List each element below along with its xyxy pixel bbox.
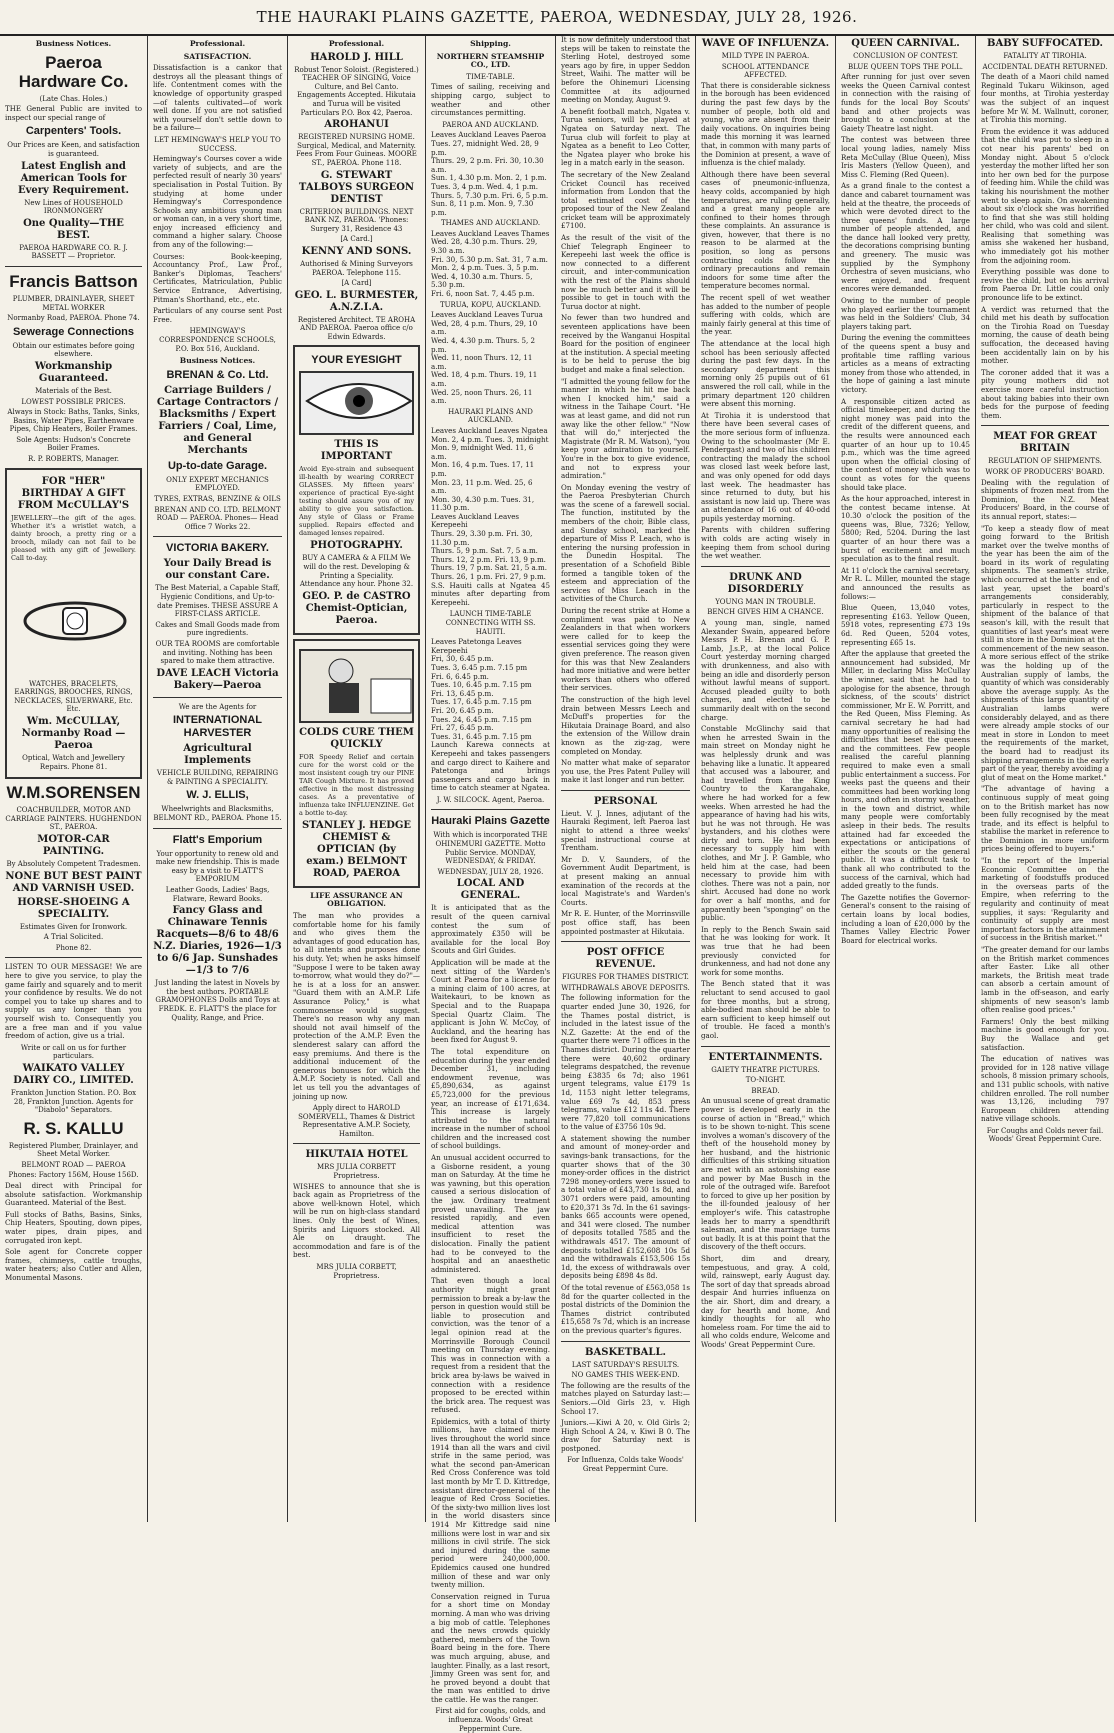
article-paragraph: The following are the results of the matches played on Saturday last:— Seniors.—Old Girls 23, v. High School 17. xyxy=(561,1380,690,1416)
ad-title: HAROLD J. HILL xyxy=(310,51,403,63)
timetable-row: Tues. 10, 6.45 p.m. 7.15 pm xyxy=(431,680,532,690)
article-paragraph: After running for just over seven weeks the Queen Carnival contest in connection with the raising of funds for the local Boy Scouts' band and other projects was brought to a conclusion at the Gaiety Theatre last night. xyxy=(841,72,970,133)
article-subheading: SCHOOL ATTENDANCE AFFECTED. xyxy=(721,62,810,80)
ad-footer: HEMINGWAY'S CORRESPONDENCE SCHOOLS, P.O. Box 516, Auckland. xyxy=(159,327,276,353)
article-paragraph: No matter what make of separator you use, the Pres Patent Pulley will make it last longer and run better. xyxy=(561,758,690,785)
article-heading: MEAT FOR GREAT BRITAIN xyxy=(993,431,1097,455)
ad-subtitle: Agricultural Implements xyxy=(183,743,252,767)
timetable-row: Fri. 20, 6.45 p.m. xyxy=(431,705,494,715)
ad-subtitle: PLUMBER, DRAINLAYER, SHEET METAL WORKER xyxy=(12,294,135,312)
jewellery-ad xyxy=(5,468,142,780)
article-paragraph: Parents with children suffering with colds are acting wisely in keeping them from school during the wet weather. xyxy=(701,525,830,561)
article-footer: For Coughs and Colds never fail. Woods' Great Peppermint Cure. xyxy=(986,1126,1104,1144)
article-paragraph: "To keep a steady flow of meat going forward to the British market over the twelve months of the year has been the aim of the board in its work of regulating shipments. The seamen's strike, which occurred at the latter end of last year, upset the board's arrangements considerably, particularly in respect to the shipment of the balance of that season's kill, with the result that quantities of last year's meat were still in store in the Dominion at the commencement of the new season. A more serious effect of the strike was the holding up of the Australian supply of lambs, the quantity of which was considerably above the average supply. As the shipments of this large quantity of Australian lambs were considerably delayed, and as there were already ample stocks of our meat in store in London to meet the requirements of the market, the board had to readjust its shipping arrangements in the early part of the year, thereby avoiding a glut of meat on the Home market." xyxy=(981,523,1109,782)
article-paragraph: During the evening the committees of the queens spent a busy and profitable time raffling various articles as a means of extracting money from those who attended, in the hope of gaining a last minute victory. xyxy=(841,333,970,394)
article-paragraph: Juniors.—Kiwi A 20, v. Old Girls 2; High School A 24, v. Kiwi B 0. The draw for Saturday next is postponed. xyxy=(561,1418,690,1453)
ad-text: A Trial Solicited. xyxy=(43,933,104,942)
timetable-row: Wed. 4, 4.30 p.m. Thurs. 5, 2 p.m. xyxy=(431,336,536,354)
ad-footer: PAEROA HARDWARE CO. R. J. BASSETT — Proprietor. xyxy=(19,243,128,261)
article-paragraph: The contest was between three local young ladies, namely Miss Reta McCullay (Blue Queen), Miss Iris Masters (Yellow Queen), and Miss C. Fleming (Red Queen). xyxy=(841,135,970,179)
ad-headline: Carriage Builders / Cartage Contractors / Blacksmiths / Expert Farriers / Coal, Lime, and General Merchants xyxy=(156,384,279,456)
article-paragraph: An unusual accident occurred to a Gisborne resident, a young man on Saturday. At the time he was yawning, but this operation caused a serious dislocation of the jaw. Ordinary treatment proved unavailing. The jaw resisted rapidly, and even medical attention was insufficient to reset the dislocation. Finally the patient had to be conveyed to the hospital and an anaesthetic administered. xyxy=(431,1153,550,1274)
ad-text: Dissatisfaction is a cankor that destroys all the pleasant things of life. Contentment comes with the knowledge of opportunity grasped—of talents cultivated—of work well done. If you are not satisfied with yourself don't settle down to be a failure— xyxy=(153,63,282,133)
timetable-row: Leaves Auckland Leaves Paeroa xyxy=(431,130,547,140)
column-8 xyxy=(976,36,1114,1522)
ad-text: Deal direct with Principal for absolute satisfaction. Workmanship Guaranteed. Material of the Best. xyxy=(5,1181,142,1208)
timetable-row: Mon. 30, 4.30 p.m. Tues. 31, 11.30 p.m. xyxy=(431,494,535,513)
article-paragraph: A young man, single, named Alexander Swain, appeared before Messrs P. H. Brenan and G. P. Lamb, J.s.P., at the local Police Court yesterday morning charged with drunkenness, and also with being an idle and disorderly person without lawful means of support. Accused pleaded guilty to both charges, and elected to be summarily dealt with on the second charge. xyxy=(701,618,830,722)
article-paragraph: At 11 o'clock the carnival secretary, Mr R. L. Miller, mounted the stage and announced the results as follows:— xyxy=(841,565,970,601)
timetable-row: Thurs. 19, 7 p.m. Sat. 21, 5 a.m. xyxy=(431,563,547,573)
ad-text: By Absolutely Competent Tradesmen. xyxy=(6,860,141,868)
ad-text: Hemingway's Courses cover a wide variety of subjects, and are the perfected result of nearly 30 years' specialisation in Postal Tuition. By studying at home under Hemingway's Correspondence Schools any ambitious young man or woman can, in a very short time, enjoy increased efficiency and command a higher salary. Choose from any of the following:— xyxy=(153,154,282,250)
ad-title: LIFE ASSURANCE AN OBLIGATION. xyxy=(310,890,403,909)
divider xyxy=(561,1341,690,1342)
ad-text: JEWELLERY—the gift of the ages. Whether it's a wristlet watch, a dainty brooch, a pretty ring or a brooch, milady can not fail to be pleased with any gift of Jewellery. Call to-day. xyxy=(11,513,136,562)
ad-text: We are the Agents for xyxy=(178,702,257,711)
newspaper-nameplate: Hauraki Plains Gazette xyxy=(431,815,550,828)
ad-footer: Optical, Watch and Jewellery Repairs. Phone 81. xyxy=(22,754,125,771)
article-subheading: BENCH GIVES HIM A CHANCE. xyxy=(707,608,824,617)
article-paragraph: After the applause that greeted the announcement had subsided, Mr Miller, in declaring Miss McCullay the winner, said that he had to apologise for the absence, through sickness, of the scouts' district commissioner, Mr E. W. Porritt, and the Red Queen, Miss Fleming. As carnival secretary he had had many opportunities of realising the difficulties that beset the queens and the committees. Few people realised the careful planning required to make even a small public entertainment a success. For weeks past the queens and their committees had been working long hours, and often in stormy weather, in the town and district, while many people were comfortably asleep in their beds. The results attained had far exceeded the expectations or anticipations of either the scouts or the general public. It was a difficult task to thank all who contributed to the success of the carnival, which had added greatly to the funds. xyxy=(841,649,970,891)
article-paragraph: That even though a local authority might grant permission to break a by-law the person in question would still be liable to prosecution and conviction, was the tenor of a legal opinion read at the Morrinsville Borough Council meeting on Thursday evening. This was in connection with a request from a resident that the brick area by-laws be waived in connection with a residence proposed to be erected within the brick area. The request was refused. xyxy=(431,1276,550,1415)
article-subheading: WITHDRAWALS ABOVE DEPOSITS. xyxy=(561,983,690,992)
article-paragraph: Blue Queen, 13,040 votes, representing £163. Yellow Queen, 5918 votes, representing £73 19s 6d. Red Queen, 5204 votes, representing £65 1s. xyxy=(841,603,970,647)
timetable-row: Mon. 16, 4 p.m. Tues. 17, 11 p.m. xyxy=(431,460,535,478)
article-paragraph: Dealing with the regulation of shipments of frozen meat from the Dominion, the N.Z. Meat Producers' Board, in the course of its annual report, states:— xyxy=(981,477,1109,521)
ad-text: BUY A CAMERA & A FILM We will do the rest. Developing & Printing a Speciality. Attendance any hour. Phone 32. xyxy=(299,554,414,589)
ad-headline: One Quality—THE BEST. xyxy=(23,217,124,241)
section-heading: Shipping. xyxy=(470,39,511,48)
timetable-row: Leaves Auckland Leaves Thames xyxy=(431,228,550,238)
ad-text: The Best Material, a Capable Staff, Hygienic Conditions, and Up-to-date Premises. THESE ASSURE A FIRST-CLASS ARTICLE. xyxy=(155,584,280,619)
article-paragraph: Application will be made at the next sitting of the Warden's Court at Paeroa for a license for a mining claim of 100 acres, at Waitekauri, to be known as Special and to the Ruapapa Special Quartz Claim. The applicant is John W. McCoy, of Auckland, and the hearing has been fixed for August 9. xyxy=(431,958,550,1045)
ad-title: R. S. KALLU xyxy=(23,1118,124,1138)
article-paragraph: Constable McGlinchy said that when he arrested Swain in the main street on Monday night he was helplessly drunk and was behaving like a lunatic. It appeared that accused was a labourer, and had travelled from the King Country to the Karangahake, where he had worked for a few weeks. When arrested he had the appearance of having had his wits, but he was not through. He was bystanders, and his clothes were dirty and torn. He had been necessary to supply him with clothes, and Mr J. P. Gamble, who held him at the case, had been necessary to provide him with clothes. There was not a pain, nor shirt. Accused had done no work for over a half months, and for apparently been "sponging" on the public. xyxy=(701,724,830,923)
divider xyxy=(293,1143,420,1144)
ad-headline: THIS IS IMPORTANT xyxy=(320,439,393,463)
ad-text: Full stocks of Baths, Basins, Sinks, Chip Heaters, Spouting, down pipes, water pipes, drain pipes, and corrugated iron kept. xyxy=(5,1209,142,1245)
article-paragraph: On Monday evening the vestry of the Paeroa Presbyterian Church was the scene of a farewell social. The function, instituted by the members of the choir, Bible class, and Sunday school, marked the departure of Miss P. Leach, who is entering the nursing profession in the Dunedin Hospital. The presentation of a Schofield Bible formed a tangible token of the esteem and appreciation of the services of Miss Leach in the activities of the Church. xyxy=(561,482,690,604)
article-paragraph: "The greater demand for our lambs on the British market commences after Easter. Like all other markets, the British meat trade can absorb a certain amount of lamb in the off-season, and early shipments of new season's lamb often realise good prices." xyxy=(981,945,1109,1015)
article-paragraph: In reply to the Bench Swain said that he was looking for work. It was true that he had been previously convicted for drunkenness, and had not done any work for some months. xyxy=(701,924,830,977)
article-paragraph: "In the report of the Imperial Economic Committee on the marketing of foodstuffs produced in the overseas parts of the Empire, when referring to the regularity and continuity of meat supplies, it says: 'Regularity and continuity of supply are most important factors in the attainment of success in the British market.'" xyxy=(981,856,1109,943)
article-paragraph: Farmers! Only the best milking machine is good enough for you. Buy the Wallace and get satisfaction. xyxy=(981,1016,1109,1052)
ad-text: TYRES, EXTRAS, BENZINE & OILS xyxy=(154,494,281,503)
ad-text: VEHICLE BUILDING, REPAIRING & PAINTING A SPECIALITY. xyxy=(156,769,279,786)
timetable-row: Thurs. 5, 9 p.m. Sat. 7, 5 a.m. xyxy=(431,546,538,556)
article-subheading: FIGURES FOR THAMES DISTRICT. xyxy=(562,973,689,982)
article-paragraph: "I admitted the young fellow for the manner in which he hit me back when I knocked him," said a witness in the Taihape Court. "He was at least game, and did not run away like the other fellow." "Now that will do," interjected the Magistrate (Mr R. M. Watson), "you keep your admiration to yourself. You're in the box to give evidence, and not to express your admiration." xyxy=(561,376,690,481)
ad-title: VICTORIA BAKERY. xyxy=(166,542,269,555)
article-heading: QUEEN CARNIVAL. xyxy=(851,38,960,49)
timetable-row: Mon. 2, 4 p.m. Tues. 3, 5 p.m. xyxy=(431,263,539,273)
timetable-row: Tues. 3, 6.45 p.m. 7.15 pm xyxy=(431,662,528,672)
timetable-heading: PAEROA AND AUCKLAND. xyxy=(442,120,539,129)
timetable-row: Fri. 6, noon Sat. 7, 4.45 p.m. xyxy=(431,289,535,299)
nameplate-text: With which is incorporated THE OHINEMURI GAZETTE. Motto Public Service. MONDAY, WEDNESDAY, & FRIDAY. xyxy=(433,831,548,866)
ad-footer: STANLEY J. HEDGE CHEMIST & OPTICIAN (by exam.) BELMONT ROAD, PAEROA xyxy=(301,819,412,879)
ad-text: Wheelwrights and Blacksmiths, BELMONT RD., PAEROA. Phone 15. xyxy=(153,805,282,823)
article-heading: PERSONAL xyxy=(593,795,658,807)
ad-headline: Wm. McCULLAY, Normanby Road — Paeroa xyxy=(21,716,126,752)
ad-text: Authorised & Mining Surveyors PAEROA. Telephone 115. xyxy=(300,259,413,277)
ad-text: Materials of the Best. xyxy=(35,386,112,395)
timetable-row: Wed. 18, 4 p.m. Thurs. 19, 11 a.m. xyxy=(431,370,538,388)
article-paragraph: An unusual scene of great dramatic power is developed early in the course of action in "Bread," which is to be shown to-night. This scene involves a woman's discovery of the theft of the household money by her husband, and the histrionic difficulties of this striking situation are met with an astonishing ease and power by Mae Busch in the role of the outraged wife. Barefoot to forced to give up her position by the ill-founded jealousy of her employer's wife. This catastrophe leads her to marry a spendthrift salesman, and the marriage turns out badly. It is at this point that the discovery of the theft occurs. xyxy=(701,1096,831,1252)
timetable-row: Fri. 6, 6.45 p.m. xyxy=(431,671,489,681)
timetable-row: Fri. 27, 6.45 p.m. xyxy=(431,723,494,733)
article-heading: BASKETBALL. xyxy=(585,1346,666,1358)
ad-text: The man who provides a comfortable home for his family and who gives them the advantages of good education has, to all intents and purposes done his duty. Yet; when he asks himself "Suppose I were to be taken away to-morrow, what would they do?"—he is at a loss for an answer. "Guard them with an A.M.P. Life Assurance Policy," is what commonsense would suggest. There's no reason why any man should not avail himself of the protection of the A.M.P. Even the slenderest salary can afford the easy premiums. And there is the additional inducement of the generous bonuses for which the A.M.P. Society is noted. Call and let us tell you the advantages of joining up now. xyxy=(293,911,420,1101)
column-7 xyxy=(836,36,976,1522)
article-paragraph: The recent spell of wet weather has added to the number of people suffering with colds, which are mainly fairly general at this time of the year. xyxy=(701,293,830,337)
article-subheading: GAIETY THEATRE PICTURES. xyxy=(711,1065,820,1074)
timetable-row: Fri. 30, 5.30 p.m. Sat. 31, 7 a.m. xyxy=(431,254,548,264)
ad-text: THE General Public are invited to inspect our special range of xyxy=(5,104,142,122)
ad-headline: Fancy Glass and Chinaware Tennis Racquets—8/6 to 48/6 N.Z. Diaries, 1926—1/3 to 6/6 Jap. Sunshades—1/3 to 7/6 xyxy=(153,905,282,977)
ad-headline: Latest English and American Tools for Every Requirement. xyxy=(17,160,130,196)
article-heading: DRUNK AND DISORDERLY xyxy=(727,571,804,595)
article-paragraph: Everything possible was done to revive the child, but on his arrival from Paeroa Dr. Little could only pronounce life to be extinct. xyxy=(981,267,1109,303)
timetable-footer: J. W. SILCOCK. Agent, Paeroa. xyxy=(436,795,545,804)
article-paragraph: It is anticipated that as the result of the queen carnival contest the sum of approximately £350 will be available for the local Boy Scouts and Girl Guides. xyxy=(431,903,550,956)
timetable-row: Tues. 27, midnight Wed. 28, 9 p.m. xyxy=(431,138,539,157)
timetable-text: Times of sailing, receiving and shipping cargo, subject to weather and other circumstances permitting. xyxy=(431,82,550,118)
ad-headline: HORSE-SHOEING A SPECIALITY. xyxy=(17,896,130,920)
article-paragraph: Although there have been several cases of pneumonic-influenza, heavy colds, accompanied by high temperatures, are ruling generally, and a great many people are confined to their homes through these complaints. An assurance is given, however, that there is no reason to be alarmed at the position, so long as persons contracting colds follow the ordinary precautions and remain indoors for some time after the temperature becomes normal. xyxy=(701,169,830,291)
ad-text: FOR Speedy Relief and certain cure for the worst cold or the most insistent cough try our PINE TAR Cough Mixture. It has proved effective in the most distressing cases. As a preventative of influenza take INFLUENZINE. Get a bottle to-day. xyxy=(299,752,414,817)
article-paragraph: Lieut. V. J. Innes, adjutant of the Hauraki Regiment, left Paeroa last night to attend a three weeks' special instructional course at Trentham. xyxy=(561,808,690,853)
timetable-row: Thurs. 26, 1 p.m. Fri. 27, 9 p.m. xyxy=(431,572,546,582)
ad-footer: Apply direct to HAROLD SOMERVELL, Thames & District Representative A.M.P. Society, Hamilton. xyxy=(298,1104,415,1138)
article-paragraph: Mr R. E. Hunter, of the Morrinsville post office staff, has been appointed postmaster at Hikutaia. xyxy=(561,909,690,936)
ad-footer: R. P. ROBERTS, Manager. xyxy=(28,455,119,464)
ad-headline: COLDS CURE THEM QUICKLY xyxy=(299,726,414,750)
ad-title: AROHANUI xyxy=(324,119,389,131)
article-paragraph: The secretary of the New Zealand Cricket Council has received information from London that the total estimated cost of the proposed tour of the New Zealand cricket team will be approximately £7100. xyxy=(561,169,690,231)
ad-text: Write or call on us for further particulars. xyxy=(20,1043,127,1061)
timetable-row: Fri. 13, 6.45 p.m. xyxy=(431,688,494,698)
ad-text: Phone 82. xyxy=(55,943,92,952)
article-subheading: REGULATION OF SHIPMENTS. xyxy=(988,457,1102,466)
timetable-row: Tues. 24, 6.45 p.m. 7.15 pm xyxy=(431,714,532,724)
article-subheading: LAST SATURDAY'S RESULTS. xyxy=(571,1360,680,1369)
timetable-row: Sun. 8, 11 p.m. Mon. 9, 7.30 p.m. xyxy=(431,199,534,217)
column-3 xyxy=(288,36,426,1522)
ad-title: W. J. ELLIS, xyxy=(186,789,249,802)
ad-headline: WAIKATO VALLEY DAIRY CO., LIMITED. xyxy=(13,1062,134,1086)
section-heading: Business Notices. xyxy=(35,39,112,48)
ad-text: [A Card.] xyxy=(340,235,373,244)
column-5 xyxy=(556,36,696,1522)
article-paragraph: The death of a Maori child named Reginald Tukaru Wikinson, aged four months, at Tirohia yesterday was the subject of an inquest before Mr W. M. Wallnutt, coroner, at Tirohia this morning. xyxy=(981,72,1109,125)
divider xyxy=(5,266,142,267)
article-subheading: TO-NIGHT. xyxy=(745,1076,786,1085)
ad-text: [A Card] xyxy=(341,279,372,288)
ad-title: SATISFACTION. xyxy=(183,51,252,61)
ad-text: Avoid Eye-strain and subsequent ill-health by wearing CORRECT GLASSES. My fifteen years' experience of practical Eye-sight testing should assure you of my ability to give you satisfaction. Any style of Glass or Frame supplied. Repairs effected and damaged lenses repaired. xyxy=(299,465,414,538)
ad-title: Paeroa Hardware Co. xyxy=(18,52,129,91)
eye-illustration xyxy=(299,371,414,435)
ad-text: Leather Goods, Ladies' Bags, Flatware, Reward Books. xyxy=(165,886,270,903)
article-paragraph: A verdict was returned that the child met his death by suffocation on the Tirohia Road on Tuesday morning, the cause of death being suffocation, the deceased having been accidentally lain on by his mother. xyxy=(981,304,1109,366)
ad-subtitle: (Late Chas. Holes.) xyxy=(39,94,108,103)
ad-title: G. STEWART TALBOYS SURGEON DENTIST xyxy=(298,169,415,205)
ad-subtitle: COACHBUILDER, MOTOR AND CARRIAGE PAINTERS. HUGHENDON ST., PAEROA. xyxy=(5,806,142,832)
article-paragraph: The construction of the high level drain between Messrs Leech and McDuff's properties for the Hikutaia Drainage Board, and also the extension of the Willow drain known as the zig-zag, were completed on Monday. xyxy=(561,694,690,756)
ad-text: Sole agent for Concrete copper frames, chimneys, cattle troughs, water heaters; also Cutler and Allen, Monumental Masons. xyxy=(5,1247,142,1282)
article-paragraph: Epidemics, with a total of thirty millions, have claimed more lives throughout the world since 1914 than all the wars and civil strife in the same period, was what the second pan-American Red Cross Conference was told last month by Mr T. D. Kittredge, assistant director-general of the league of Red Cross Societies. Of the sixty-two million lives lost in the world disasters since 1914 Mr Kittredge said nine millions were lost in war and six millions in civil strife. The sick and injured during the same period were 240,000,000. Epidemics caused one hundred million of these and war only twenty million. xyxy=(431,1416,550,1590)
issue-date: WEDNESDAY, JULY 28, 1926. xyxy=(437,867,544,876)
ad-title: HIKUTAIA HOTEL xyxy=(305,1149,408,1161)
ad-text: Courses: Book-keeping, Accountancy Prof., Law Prof., Banker's Diplomas, Teachers' Certificates, Matriculation, Public Service Entrance, Advertising, Pitman's Shorthand, etc., etc. xyxy=(153,251,282,304)
ad-title: INTERNATIONAL HARVESTER xyxy=(172,714,262,740)
masthead: THE HAURAKI PLAINS GAZETTE, PAEROA, WEDNESDAY, JULY 28, 1926. xyxy=(0,0,1114,36)
timetable-text: S.S. Hauiti calls at Ngatea 45 minutes after departing from Kerepeehi. xyxy=(431,580,550,607)
timetable-row: Thurs. 29, 3.30 p.m. Fri. 30, 11.30 p.m. xyxy=(431,529,533,547)
ad-title: KENNY AND SONS. xyxy=(301,245,412,257)
timetable-row: Sun. 1, 4.30 p.m. Mon. 2, 1 p.m. xyxy=(431,173,547,183)
timetable-row: Wed. 11, noon Thurs. 12, 11 a.m. xyxy=(431,353,533,371)
section-heading: Professional. xyxy=(189,39,246,48)
timetable-row: Mon. 9, midnight Wed. 11, 6 a.m. xyxy=(431,443,534,461)
divider xyxy=(561,941,690,942)
ad-subtitle: MRS JULIA CORBETT Proprietress. xyxy=(317,1163,396,1181)
article-paragraph: From the evidence it was adduced that the child was put to sleep in a cot near his parents' bed on Monday night. About 5 o'clock yesterday the mother lifted her son into her own bed for the purpose of feeding him. While the child was taking his nourishment the mother went to sleep again. On awakening about six o'clock she was horrified to find that she was still holding her child, who was cold and silent. Realising that something was amiss she wakened her husband, who immediately got his mother from the adjoining room. xyxy=(981,126,1109,265)
ad-text: OUR TEA ROOMS are comfortable and inviting. Nothing has been spared to make them attractive. xyxy=(155,639,280,666)
timetable-row: Mon. 2, 4 p.m. Tues. 3, midnight xyxy=(431,434,549,444)
article-paragraph: The education of natives was provided for in 128 native village schools, 8 mission primary schools, and 131 public schools, with native children enrolled. The roll number was 13,126, including 797 European children attending native village schools. xyxy=(981,1054,1109,1124)
article-heading: WAVE OF INFLUENZA. xyxy=(701,38,830,49)
article-paragraph: As a grand finale to the contest a dance and cabaret tournament was held at the theatre, the proceeds of which were devoted direct to the three queens' funds. A large number of people attended, and the dance hall looked very pretty, the decorations comprising bunting and greenery. The music was supplied by the Symphony Orchestra of seven musicians, who were enjoyed, and frequent encores were demanded. xyxy=(841,181,970,294)
timetable-heading: TURUA, KOPU, AUCKLAND. xyxy=(439,300,542,309)
colds-ad xyxy=(293,639,420,888)
timetable-row: Wed. 28, 4.30 p.m. Thurs. 29, 9.30 a.m. xyxy=(431,237,538,256)
article-footer: First aid for coughs, colds, and influenza. Woods' Great Peppermint Cure. xyxy=(435,1707,546,1733)
divider xyxy=(561,790,690,791)
timetable-row: Tues. 17, 6.45 p.m. 7.15 pm xyxy=(431,697,532,707)
ad-text: Particulars of any course sent Post Free. xyxy=(153,306,282,324)
ad-headline: PHOTOGRAPHY. xyxy=(310,540,403,552)
article-heading: ENTERTAINMENTS. xyxy=(708,1051,823,1063)
timetable-row: Leaves Auckland Leaves Ngatea xyxy=(431,425,548,435)
ad-title: BRENAN & Co. Ltd. xyxy=(166,368,269,381)
timetable-row: Fri, 30, 6.45 p.m. xyxy=(431,654,494,664)
timetable-row: Thurs. 5, 7.30 p.m. Fri. 6, 5 p.m. xyxy=(431,190,549,200)
article-paragraph: Of the total revenue of £563,058 1s 8d for the quarter collected in the postal districts of the Dominion the Thames district contributed £15,658 7s 7d, which is an increase on the previous quarter's figures. xyxy=(561,1282,690,1335)
timetable-row: Wed. 25, noon Thurs. 26, 11 a.m. xyxy=(431,387,533,406)
timetable-row: Leaves Auckland Leaves Kerepeehi xyxy=(431,511,520,530)
article-paragraph: A responsible citizen acted as official timekeeper, and during the night money was paid into the credit of the different queens, and the results were announced each quarter of an hour up to 10.45 p.m., which was the time agreed upon when the official closing of the contest of money which was to count as votes for the queens should take place. xyxy=(841,396,970,492)
article-subheading: ACCIDENTAL DEATH RETURNED. xyxy=(982,62,1108,71)
timetable-row: Thurs. 12, 2 p.m. Fri. 13, 9 p.m. xyxy=(431,554,546,564)
timetable-title: NORTHERN STEAMSHIP CO., LTD. xyxy=(436,51,545,70)
article-paragraph: During the recent strike at Home a compliment was paid to New Zealanders in that when workers were called for to keep the essential services going they were given preference. The reason given for this was that New Zealanders had more initiative and were better workers than others who offered their services. xyxy=(561,606,690,693)
article-paragraph: At Tirohia it is understood that there have been several cases of the more serious form of influenza. Owing to the schoolmaster (Mr E. Pendergast) and two of his children contracting the malady the school was closed last week before last, and was only opened for odd days last week. The headmaster has since returned to duty, but his assistant is now laid up. There was an attendance of 16 out of 40-odd pupils yesterday morning. xyxy=(701,410,830,523)
divider xyxy=(153,828,282,829)
article-paragraph: A benefit football match, Ngatea v. Turua seniors, will be played at Ngatea on Saturday next. The Turua club will forfeit to play at Ngatea as a benefit to Leo Cotter, the Ngatea player who broke his leg in a match early in the season. xyxy=(561,106,690,168)
ad-text: New Lines of HOUSEHOLD IRONMONGERY xyxy=(24,198,123,216)
ad-text: LET HEMINGWAY'S HELP YOU TO SUCCESS. xyxy=(154,135,281,153)
colds-illustration xyxy=(299,649,414,723)
section-heading: Business Notices. xyxy=(179,356,256,366)
article-subheading: BREAD. xyxy=(751,1086,780,1095)
article-paragraph: The Bench stated that it was reluctant to send accused to gaol for three months, but a strong, able-bodied man should be able to earn sufficient to keep himself out of trouble. He faced a month's gaol. xyxy=(701,979,830,1040)
column-6 xyxy=(696,36,836,1522)
ad-text: WISHES to announce that she is back again as Proprietress of the above well-known Hotel, which will be run on high-class standard lines. Only the best of Wines, Spirits and Liquors stocked. All Ale on draught. The accommodation and fare is of the best. xyxy=(293,1181,420,1260)
timetable-text: Launch Karewa connects at Kerepeehi and takes passengers and cargo direct to Kaihere and Patetonga and brings passengers and cargo back in time to catch steamer at Ngatea. xyxy=(431,740,550,793)
ad-text: Obtain our estimates before going elsewhere. xyxy=(12,341,135,359)
article-paragraph: Owing to the number of people who played earlier the tournament was held in the Soldiers' Club, 34 players taking part. xyxy=(841,296,970,331)
column-2 xyxy=(148,36,288,1522)
ad-text: Registered Architect. TE AROHA AND PAEROA. Paeroa office c/o Edwin Edwards. xyxy=(297,315,416,341)
article-subheading: BLUE QUEEN TOPS THE POLL. xyxy=(847,62,964,71)
divider xyxy=(981,425,1109,426)
section-heading: Professional. xyxy=(328,39,385,48)
ad-footer: MRS JULIA CORBETT, Proprietress. xyxy=(316,1263,397,1280)
timetable-row: Leaves Auckland Leaves Turua xyxy=(431,310,543,320)
ad-footer: GEO. P. de CASTRO Chemist-Optician, Paeroa. xyxy=(302,590,411,626)
ad-footer: Frankton Junction Station. P.O. Box 28, Frankton Junction. Agents for "Diabolo" Separators. xyxy=(10,1088,137,1115)
article-subheading: WORK OF PRODUCERS' BOARD. xyxy=(985,467,1105,476)
ad-address: BELMONT ROAD — PAEROA xyxy=(21,1160,126,1169)
timetable-row: Tues. 3, 4 p.m. Wed. 4, 1 p.m. xyxy=(431,181,539,191)
ad-title: W.M.SORENSEN xyxy=(6,783,141,803)
eyesight-ad xyxy=(293,345,420,634)
newspaper-page xyxy=(0,35,1114,1733)
timetable-heading: THAMES AND AUCKLAND. xyxy=(440,219,541,228)
article-paragraph: The following information for the quarter ended June 30, 1926, for the Thames postal district, is included in the latest issue of the N.Z. Gazette: At the end of the quarter there were 71 offices in the Thames district. During the quarter there were 40,602 ordinary telegrams despatched, the revenue being £3835 6s 7d; also 1961 urgent telegrams, value £179 1s 1d, 1153 night letter telegrams, value £69 7s 4d, 853 press telegrams, value £12 11s 4d. There were 77,820 toll communications to the value of £3756 10s 9d. xyxy=(561,993,690,1132)
article-paragraph: That there is considerable sickness in the borough has been evidenced during the past few days by the number of people, both old and young, who are absent from their daily vocations. On inquiries being made this morning it was learned that, in common with many parts of the Dominion at present, a wave of influenza is the chief malady. xyxy=(701,80,830,168)
ad-headline: MOTOR-CAR PAINTING. xyxy=(37,834,110,857)
ad-title: Flatt's Emporium xyxy=(172,833,263,846)
ad-address: Normanby Road, PAEROA. Phone 74. xyxy=(7,314,140,323)
article-paragraph: Short, dim and dreary, tempestuous, and gray. A cold, wild, rainswept, early August day. The sort of day that spreads abroad despair And hurries influenza on the air. Short, dim and dreary, a day for hearth and home, And kindly thoughts for all who homeless roam. For time the aid to all who colds endure, Welcome and Woods' Great Peppermint Cure. xyxy=(701,1254,830,1349)
ad-footer: BRENAN AND CO. LTD. BELMONT ROAD — PAEROA. Phones— Head Office 7 Works 22. xyxy=(154,505,281,531)
ad-text: Always in Stock: Baths, Tanks, Sinks, Basins, Water Pipes, Earthenware Pipes, Chip Heaters, Boiler Frames. xyxy=(7,408,140,434)
article-subheading: FATALITY AT TIROHIA. xyxy=(1003,52,1087,60)
article-footer: For Influenza, Colds take Woods' Great Peppermint Cure. xyxy=(567,1456,684,1474)
timetable-subtitle: TIME-TABLE. xyxy=(466,72,515,81)
ad-headline: NONE BUT BEST PAINT AND VARNISH USED. xyxy=(5,870,142,894)
article-paragraph: A statement showing the number and amount of money-order and savings-bank transactions, for the quarter shows that of the 30 money-order offices in the district 7298 money-orders were issued to a total value of £43,730 1s 8d, and 3071 orders were paid, amounting to £20,371 3s 7d. In the 61 savings-banks 665 accounts were opened, and 341 were closed. The number of deposits totalled 7585 and the withdrawals 4517. The amount of deposits totalled £152,608 10s 5d and the withdrawals £153,506 15s 1d, the excess of withdrawals over deposits being £898 4s 8d. xyxy=(561,1133,691,1281)
article-paragraph: Mr D. V. Saunders, of the Government Audit Department, is at present making an annual examination of the records at the local Magistrate's and Warden's Courts. xyxy=(561,854,690,907)
divider xyxy=(153,697,282,698)
article-paragraph: The Gazette notifies the Governor-General's consent to the raising of certain loans by local bodies, including a loan of £20,000 by the Thames Valley Electric Power Board for electrical works. xyxy=(841,892,970,945)
ad-text: Estimates Given for Ironwork. xyxy=(19,922,128,931)
ad-text: LISTEN TO OUR MESSAGE! We are here to give you service, to play the game fairly and squarely and to merit your confidence by results. We do not compel you to take up shares and to supply us any longer than you yourself wish to. Consequently you are a free man and if you value freedom of action, give us a trial. xyxy=(5,962,142,1041)
ad-text: Robust Tenor Soloist. (Registered.) TEACHER OF SINGING, Voice Culture, and Bel Canto. Engagements Accepted. Hikutaia and Turua will be visited Particulars P.O. Box 42, Paeroa. xyxy=(294,65,419,117)
ad-headline: FOR "HER" BIRTHDAY A GIFT FROM McCULLAY'S xyxy=(17,475,130,511)
ad-headline: Sewerage Connections xyxy=(12,325,135,338)
ad-text: Sole Agents: Hudson's Concrete Boiler Frames. xyxy=(16,435,131,453)
ad-text: LOWEST POSSIBLE PRICES. xyxy=(21,397,126,406)
ad-title: GEO. L. BURMESTER, A.N.Z.I.A. xyxy=(294,289,419,313)
ad-title: Francis Battson xyxy=(9,271,138,291)
article-heading: BABY SUFFOCATED. xyxy=(987,38,1103,49)
timetable-row: Thurs. 29, 2 p.m. Fri. 30, 10.30 a.m. xyxy=(431,156,544,174)
article-heading: LOCAL AND GENERAL. xyxy=(456,878,525,902)
divider xyxy=(5,957,142,958)
article-paragraph: The attendance at the local high school has been seriously affected during the past few days. In the secondary department this morning only 25 pupils out of 61 answered the roll call, while in the primary department 120 children were absent this morning. xyxy=(701,339,830,409)
article-subheading: CONCLUSION OF CONTEST. xyxy=(853,52,958,60)
ad-subtitle: Your Daily Bread is our constant Care. xyxy=(163,558,272,582)
timetable-row: Mon. 23, 11 p.m. Wed. 25, 6 a.m. xyxy=(431,477,533,496)
divider xyxy=(701,566,830,567)
ad-text: Just landing the latest in Novels by the best authors. PORTABLE GRAMOPHONES Dolls and Toys at FREDK. E. FLATT'S the place for Quality, Range, and Price. xyxy=(155,979,280,1022)
ad-subtitle: Registered Plumber, Drainlayer, and Sheet Metal Worker. xyxy=(8,1141,139,1159)
article-paragraph: It is now definitely understood that steps will be taken to reinstate the Sterling Hotel, destroyed some years ago by fire, in upper Seddon Street, Waihi. The matter will be before the Ohinemuri Licensing Committee at its adjourned meeting on Monday, August 9. xyxy=(561,35,690,105)
ad-text: CRITERION BUILDINGS. NEXT BANK NZ, PAEROA. 'Phones: Surgery 31, Residence 43 xyxy=(299,207,414,233)
divider xyxy=(431,809,550,810)
column-1 xyxy=(0,36,148,1522)
article-paragraph: "The advantage of having a continuous supply of meat going on to the British market has now been fully recognised by the meat trade, and its effect is helpful to stabilise the market in reference to the Dominion in more uniform prices being offered to buyers." xyxy=(981,784,1109,854)
ad-text: Your opportunity to renew old and make new friendship. This is made easy by a visit to FLATT'S EMPORIUM xyxy=(155,849,280,884)
watch-illustration xyxy=(11,566,136,676)
ad-headline: Carpenters' Tools. xyxy=(25,125,122,138)
timetable-row: Tues. 31, 6.45 p.m. 7.15 pm xyxy=(431,731,532,741)
timetable-row: Wed, 28, 4 p.m. Thurs, 29, 10 a.m. xyxy=(431,318,538,337)
article-subheading: NO GAMES THIS WEEK-END. xyxy=(571,1371,680,1380)
timetable-heading: LAUNCH TIME-TABLE CONNECTING WITH SS. HAUITI. xyxy=(445,610,536,636)
column-4 xyxy=(426,36,556,1733)
ad-title: YOUR EYESIGHT xyxy=(311,354,402,367)
article-paragraph: Conservation reigned in Turua for a short time on Monday morning. A man who was driving a big mob of cattle. Telephones and the news crowds quickly gathered, members of the Town Board being in the fore. There was much arguing, abuse, and laughter. Finally, as a last resort, Jimmy Green was sent for, and he proved beyond a doubt that the man was entitled to drive the cattle. He was the ranger. xyxy=(431,1591,550,1704)
timetable-row: Leaves Patetonga Leaves Kerepeehi xyxy=(431,637,522,655)
ad-footer: DAVE LEACH Victoria Bakery—Paeroa xyxy=(156,667,279,691)
ad-text: ONLY EXPERT MECHANICS EMPLOYED. xyxy=(166,475,269,493)
divider xyxy=(153,536,282,537)
timetable-row: Wed. 4, 10.30 a.m. Thurs. 5, 5.30 p.m. xyxy=(431,271,533,290)
article-subheading: YOUNG MAN IN TROUBLE. xyxy=(715,597,816,606)
divider xyxy=(701,1046,830,1047)
article-paragraph: As the hour approached, interest in the contest became intense. At 10.30 o'clock the position of the queens was, Blue, 7326; Yellow, 5800; Red, 5204. During the last quarter of an hour there was a burst of excitement and much speculation as to the final result. xyxy=(841,494,970,564)
article-heading: POST OFFICE REVENUE. xyxy=(586,947,665,971)
article-paragraph: No fewer than two hundred and seventeen applications have been received by the Wanganui Hospital Board for the position of engineer at the institution. A special meeting is to be held to peruse the big budget and make a final selection. xyxy=(561,313,690,374)
ad-text: Our Prices are Keen, and satisfaction is guaranteed. xyxy=(7,141,140,158)
article-paragraph: The coroner added that it was a pity young mothers did not exercise more careful instruction about taking babies into their own beds for the purpose of feeding them. xyxy=(981,367,1109,420)
timetable-heading: HAURAKI PLAINS AND AUCKLAND. xyxy=(448,407,533,425)
article-subheading: MILD TYPE IN PAEROA. xyxy=(721,52,810,60)
ad-text: WATCHES, BRACELETS, EARRINGS, BROOCHES, RINGS, NECKLACES, SILVERWARE, Etc. Etc. xyxy=(14,679,133,714)
ad-text: Phones: Factory 156M, House 156D. xyxy=(8,1171,139,1180)
article-paragraph: The total expenditure on education during the year ended December 31, including endowment revenue, was £5,890,634, as against £5,723,000 for the previous year, an increase of £171,634. This increase is largely attributed to the natural increase in the number of school children and the increased cost of school buildings. xyxy=(431,1046,550,1151)
article-paragraph: As the result of the visit of the Chief Telegraph Engineer to Kerepeehi last week the office is now connected to a different circuit, and inter-communication with the rest of the Plains should now be much better and it will be possible to get in touch with the Turua doctor at night. xyxy=(561,233,690,311)
ad-text: Cakes and Small Goods made from pure ingredients. xyxy=(155,620,280,638)
ad-headline: Workmanship Guaranteed. xyxy=(34,360,113,384)
ad-headline: Up-to-date Garage. xyxy=(167,459,267,472)
ad-text: REGISTERED NURSING HOME. Surgical, Medical, and Maternity. Fees From Four Guineas. MOORE ST., PAEROA. Phone 118. xyxy=(296,133,417,167)
